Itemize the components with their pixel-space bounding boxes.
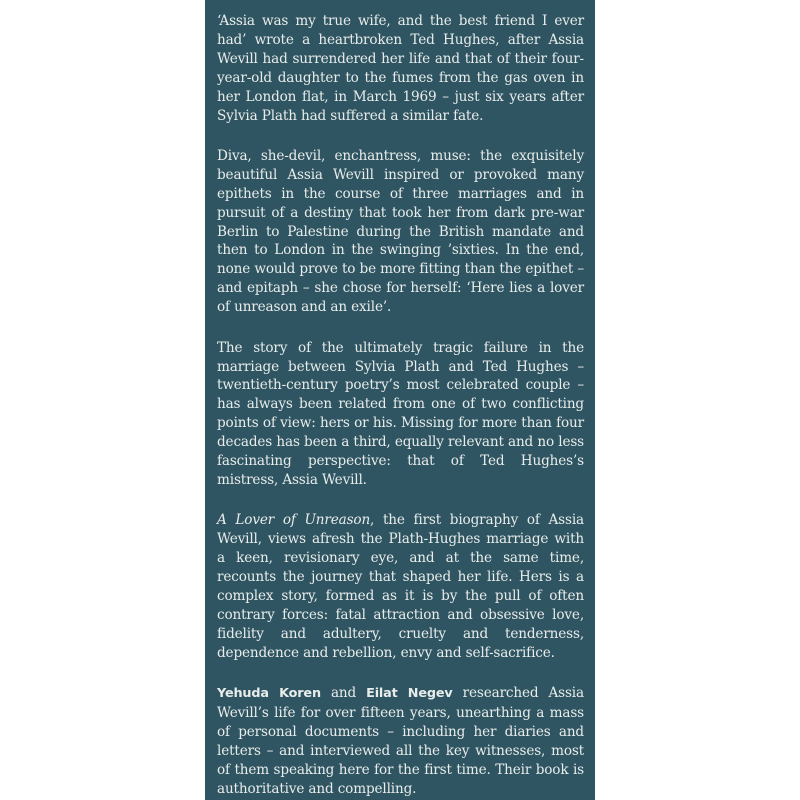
quote-paragraph: ‘Assia was my true wife, and the best friend I ever had’ wrote a heartbroken Ted Hughes, after Assia Wevill had surrendered her life and that of their four-year-old daughter to the fumes from the gas oven in her London flat, in March 1969 – just six years after Sylvia Plath had suffered a similar fate. bbox=[217, 13, 584, 124]
author-name-koren: Yehuda Koren bbox=[217, 686, 321, 702]
epithets-paragraph: Diva, she-devil, enchantress, muse: the exquisitely beautiful Assia Wevill inspired or provoked many epithets in the course of three marriages and in pursuit of a destiny that took her from dark pre-war Berlin to Palestine during the British mandate and then to London in the swinging ’sixties. In the end, none would prove to be more fitting than the epithet – and epitaph – she chose for herself: ‘Here lies a lover of unreason and an exile’. bbox=[217, 147, 584, 316]
author-conjunction: and bbox=[320, 685, 367, 702]
book-title: A Lover of Unreason bbox=[217, 512, 371, 529]
book-description-paragraph bbox=[217, 511, 584, 662]
back-cover-panel bbox=[205, 0, 595, 800]
authors-bio-text: researched Assia Wevill’s life for over fifteen years, unearthing a mass of personal documents – including her diaries and letters – and interviewed all the key witnesses, most of them speaking here for the first time. Their book is authoritative and compelling. bbox=[217, 685, 584, 797]
story-paragraph: The story of the ultimately tragic failure in the marriage between Sylvia Plath and Ted Hughes – twentieth-century poetry’s most celebrated couple – has always been related from one of two conflicting points of view: hers or his. Missing for more than four decades has been a third, equally relevant and no less fascinating perspective: that of Ted Hughes’s mistress, Assia Wevill. bbox=[217, 339, 584, 488]
author-name-negev: Eilat Negev bbox=[366, 686, 453, 702]
authors-paragraph bbox=[217, 684, 584, 798]
book-description-text: , the first biography of Assia Wevill, views afresh the Plath-Hughes marriage with a keen, revisionary eye, and at the same time, recounts the journey that shaped her life. Hers is a complex story, formed as it is by the pull of often contrary forces: fatal attraction and obsessive love, fidelity and adultery, cruelty and tenderness, dependence and rebellion, envy and self-sacrifice. bbox=[217, 512, 584, 661]
